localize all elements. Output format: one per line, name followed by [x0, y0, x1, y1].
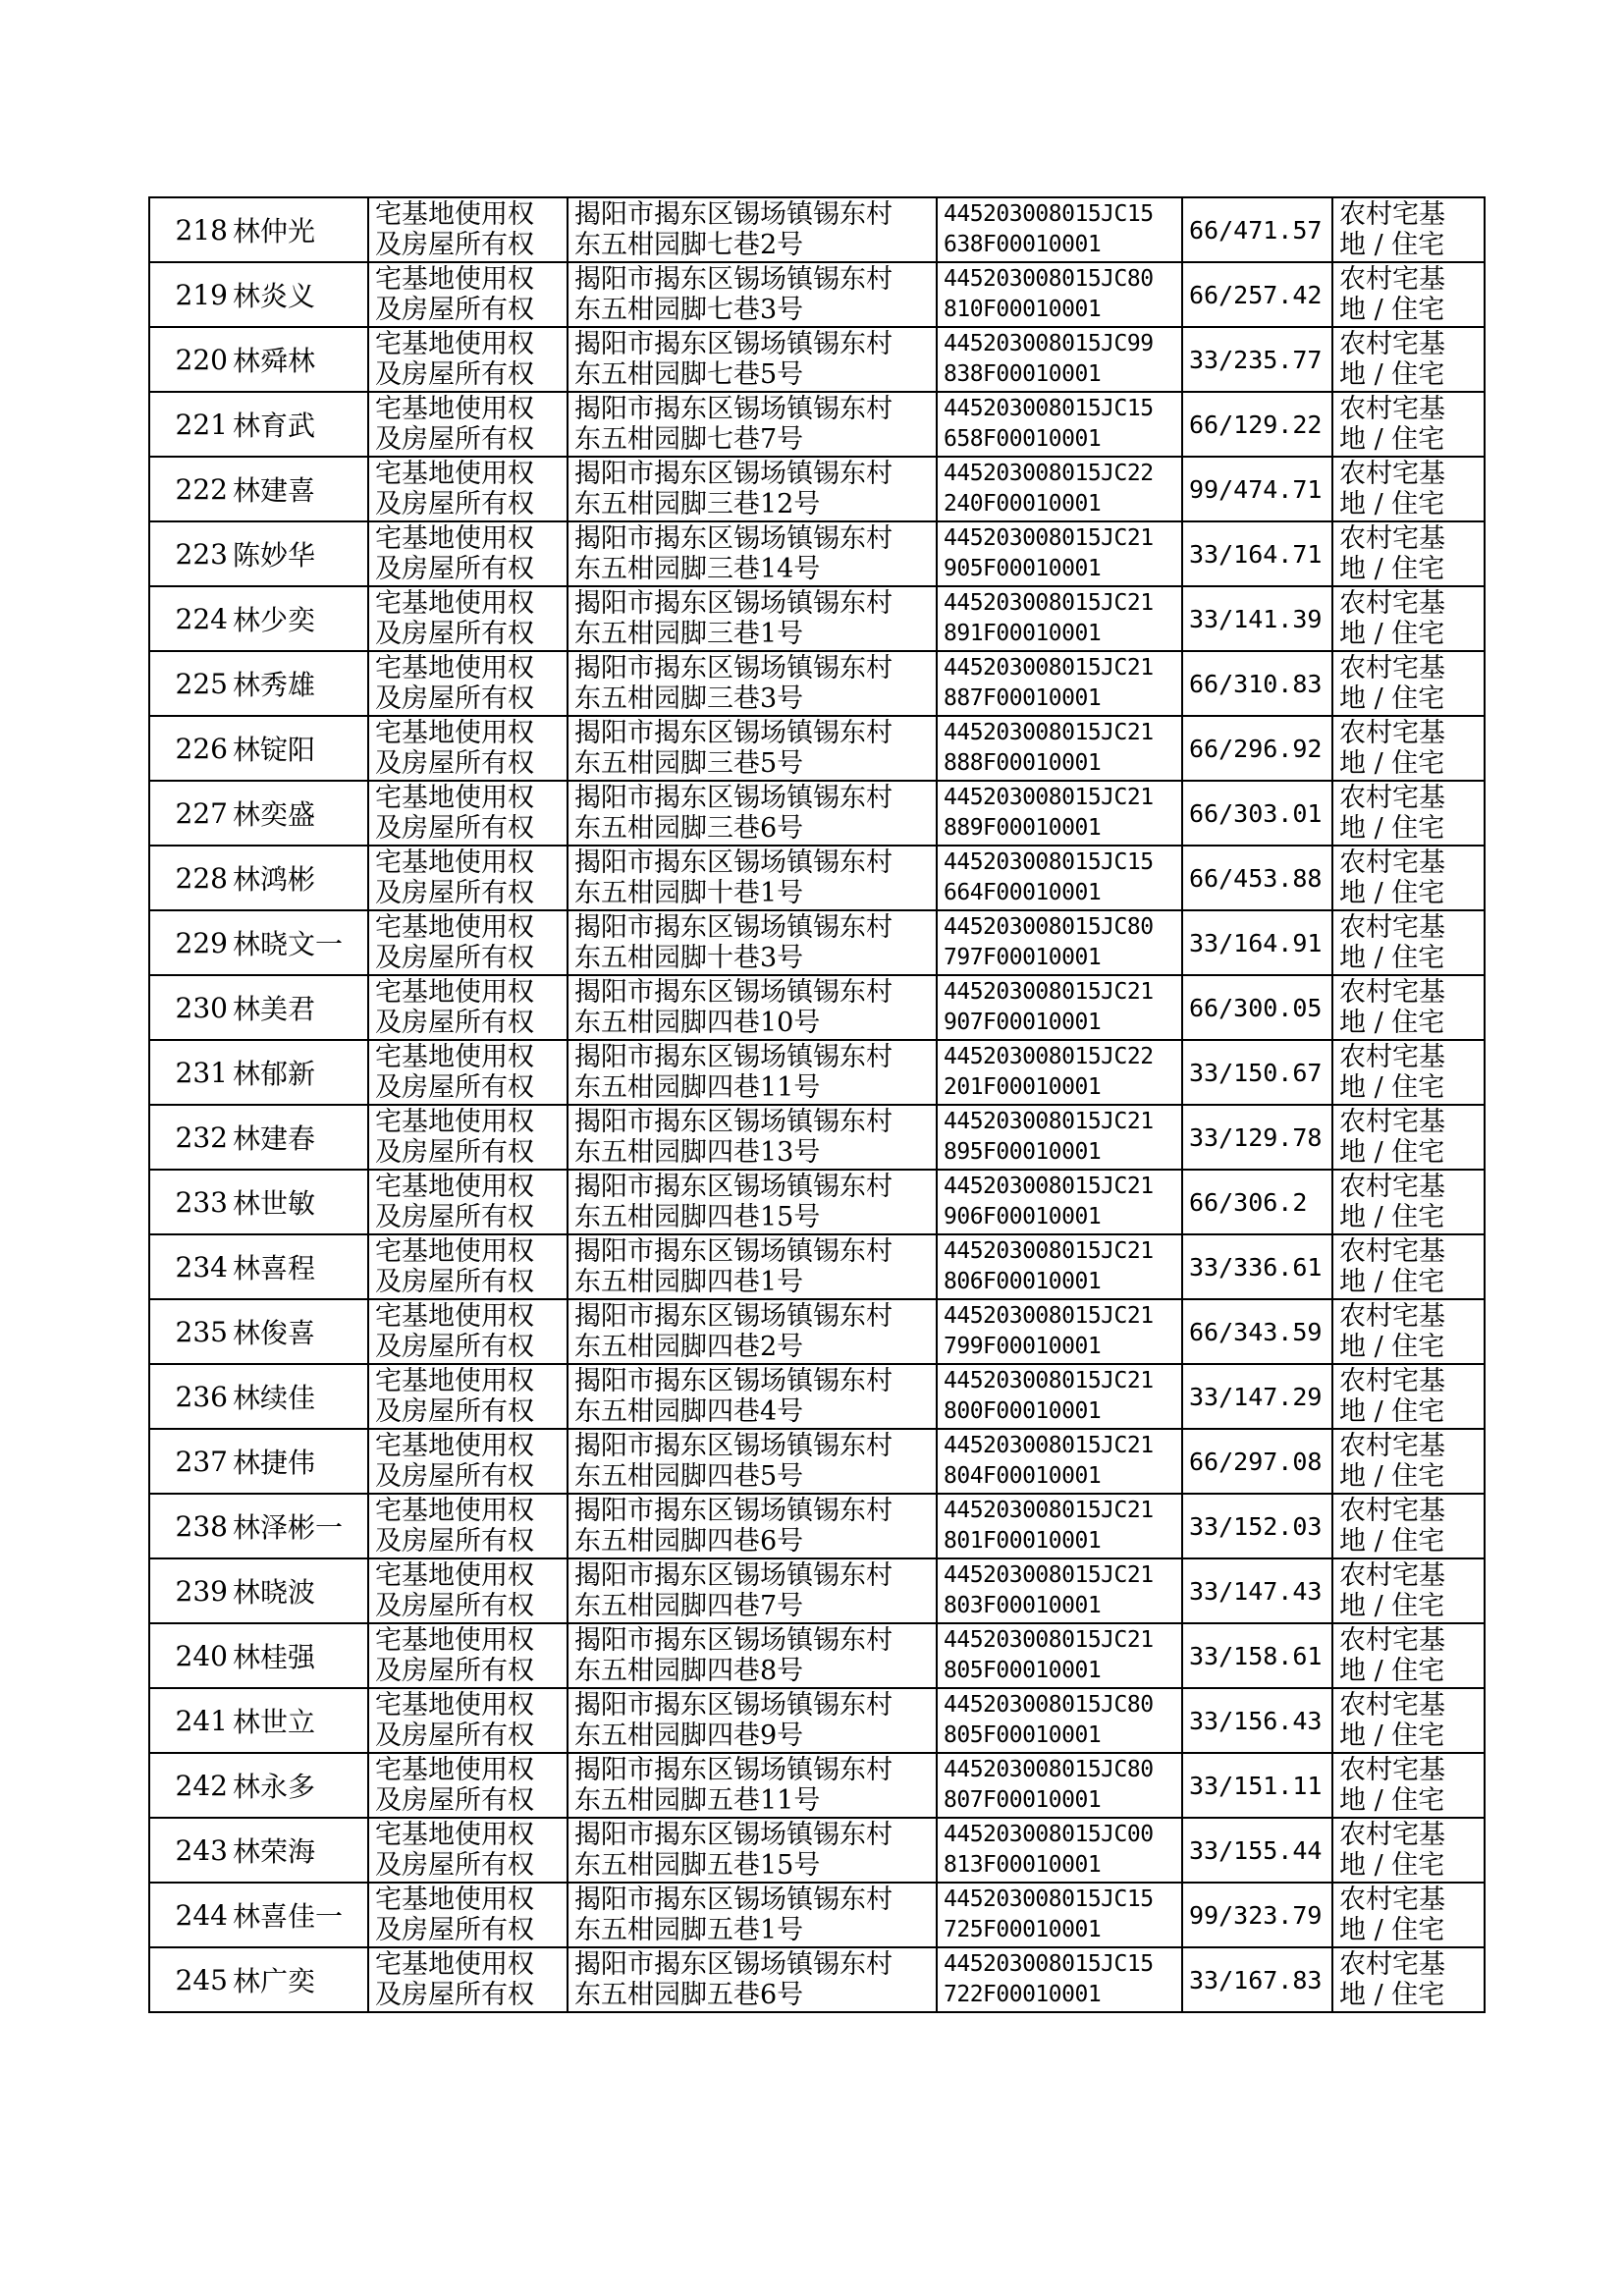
right-type: 宅基地使用权 及房屋所有权	[368, 1688, 568, 1753]
unit-code: 445203008015JC80 807F00010001	[937, 1753, 1182, 1818]
right-type: 宅基地使用权 及房屋所有权	[368, 716, 568, 781]
unit-code: 445203008015JC21 889F00010001	[937, 781, 1182, 846]
row-number: 225	[149, 651, 231, 716]
row-number: 220	[149, 327, 231, 392]
property-address: 揭阳市揭东区锡场镇锡东村 东五柑园脚四巷9号	[568, 1688, 937, 1753]
property-address: 揭阳市揭东区锡场镇锡东村 东五柑园脚十巷1号	[568, 846, 937, 910]
owner-name: 林泽彬一	[231, 1494, 368, 1558]
right-type: 宅基地使用权 及房屋所有权	[368, 1558, 568, 1623]
owner-name: 林晓波	[231, 1558, 368, 1623]
area-value: 33/147.43	[1182, 1558, 1332, 1623]
area-value: 33/164.91	[1182, 910, 1332, 975]
table-row	[149, 457, 1485, 521]
unit-code: 445203008015JC21 803F00010001	[937, 1558, 1182, 1623]
owner-name: 林永多	[231, 1753, 368, 1818]
right-type: 宅基地使用权 及房屋所有权	[368, 1753, 568, 1818]
right-type: 宅基地使用权 及房屋所有权	[368, 1429, 568, 1494]
right-type: 宅基地使用权 及房屋所有权	[368, 1299, 568, 1364]
property-address: 揭阳市揭东区锡场镇锡东村 东五柑园脚四巷4号	[568, 1364, 937, 1429]
right-type: 宅基地使用权 及房屋所有权	[368, 1105, 568, 1170]
property-address: 揭阳市揭东区锡场镇锡东村 东五柑园脚四巷8号	[568, 1623, 937, 1688]
unit-code: 445203008015JC22 201F00010001	[937, 1040, 1182, 1105]
row-number: 226	[149, 716, 231, 781]
property-address: 揭阳市揭东区锡场镇锡东村 东五柑园脚五巷1号	[568, 1883, 937, 1947]
row-number: 231	[149, 1040, 231, 1105]
row-number: 233	[149, 1170, 231, 1234]
land-use: 农村宅基 地 / 住宅	[1332, 846, 1485, 910]
area-value: 33/129.78	[1182, 1105, 1332, 1170]
property-address: 揭阳市揭东区锡场镇锡东村 东五柑园脚七巷7号	[568, 392, 937, 457]
owner-name: 林广奕	[231, 1947, 368, 2012]
table-row	[149, 1947, 1485, 2012]
property-address: 揭阳市揭东区锡场镇锡东村 东五柑园脚四巷2号	[568, 1299, 937, 1364]
area-value: 66/297.08	[1182, 1429, 1332, 1494]
right-type: 宅基地使用权 及房屋所有权	[368, 197, 568, 262]
row-number: 218	[149, 197, 231, 262]
area-value: 66/310.83	[1182, 651, 1332, 716]
row-number: 235	[149, 1299, 231, 1364]
owner-name: 陈妙华	[231, 521, 368, 586]
land-use: 农村宅基 地 / 住宅	[1332, 1883, 1485, 1947]
land-use: 农村宅基 地 / 住宅	[1332, 1040, 1485, 1105]
property-address: 揭阳市揭东区锡场镇锡东村 东五柑园脚四巷7号	[568, 1558, 937, 1623]
table-row	[149, 1105, 1485, 1170]
unit-code: 445203008015JC21 907F00010001	[937, 975, 1182, 1040]
right-type: 宅基地使用权 及房屋所有权	[368, 392, 568, 457]
unit-code: 445203008015JC15 658F00010001	[937, 392, 1182, 457]
table-row	[149, 1623, 1485, 1688]
row-number: 240	[149, 1623, 231, 1688]
area-value: 33/158.61	[1182, 1623, 1332, 1688]
right-type: 宅基地使用权 及房屋所有权	[368, 975, 568, 1040]
unit-code: 445203008015JC80 797F00010001	[937, 910, 1182, 975]
property-address: 揭阳市揭东区锡场镇锡东村 东五柑园脚七巷5号	[568, 327, 937, 392]
land-use: 农村宅基 地 / 住宅	[1332, 1105, 1485, 1170]
land-use: 农村宅基 地 / 住宅	[1332, 1623, 1485, 1688]
land-use: 农村宅基 地 / 住宅	[1332, 1688, 1485, 1753]
area-value: 66/453.88	[1182, 846, 1332, 910]
table-row	[149, 781, 1485, 846]
right-type: 宅基地使用权 及房屋所有权	[368, 651, 568, 716]
owner-name: 林秀雄	[231, 651, 368, 716]
area-value: 33/141.39	[1182, 586, 1332, 651]
property-address: 揭阳市揭东区锡场镇锡东村 东五柑园脚十巷3号	[568, 910, 937, 975]
owner-name: 林捷伟	[231, 1429, 368, 1494]
unit-code: 445203008015JC15 664F00010001	[937, 846, 1182, 910]
property-address: 揭阳市揭东区锡场镇锡东村 东五柑园脚三巷3号	[568, 651, 937, 716]
right-type: 宅基地使用权 及房屋所有权	[368, 457, 568, 521]
area-value: 66/296.92	[1182, 716, 1332, 781]
right-type: 宅基地使用权 及房屋所有权	[368, 1494, 568, 1558]
land-use: 农村宅基 地 / 住宅	[1332, 1299, 1485, 1364]
right-type: 宅基地使用权 及房屋所有权	[368, 781, 568, 846]
owner-name: 林鸿彬	[231, 846, 368, 910]
unit-code: 445203008015JC21 806F00010001	[937, 1234, 1182, 1299]
unit-code: 445203008015JC21 800F00010001	[937, 1364, 1182, 1429]
unit-code: 445203008015JC22 240F00010001	[937, 457, 1182, 521]
table-row	[149, 1170, 1485, 1234]
row-number: 219	[149, 262, 231, 327]
area-value: 66/257.42	[1182, 262, 1332, 327]
table-row	[149, 392, 1485, 457]
land-use: 农村宅基 地 / 住宅	[1332, 521, 1485, 586]
area-value: 99/323.79	[1182, 1883, 1332, 1947]
table-row	[149, 651, 1485, 716]
row-number: 245	[149, 1947, 231, 2012]
land-use: 农村宅基 地 / 住宅	[1332, 910, 1485, 975]
row-number: 228	[149, 846, 231, 910]
table-row	[149, 1818, 1485, 1883]
area-value: 99/474.71	[1182, 457, 1332, 521]
owner-name: 林晓文一	[231, 910, 368, 975]
row-number: 243	[149, 1818, 231, 1883]
right-type: 宅基地使用权 及房屋所有权	[368, 1947, 568, 2012]
owner-name: 林育武	[231, 392, 368, 457]
property-address: 揭阳市揭东区锡场镇锡东村 东五柑园脚三巷1号	[568, 586, 937, 651]
row-number: 230	[149, 975, 231, 1040]
area-value: 33/147.29	[1182, 1364, 1332, 1429]
property-address: 揭阳市揭东区锡场镇锡东村 东五柑园脚四巷5号	[568, 1429, 937, 1494]
area-value: 66/343.59	[1182, 1299, 1332, 1364]
property-address: 揭阳市揭东区锡场镇锡东村 东五柑园脚三巷12号	[568, 457, 937, 521]
unit-code: 445203008015JC99 838F00010001	[937, 327, 1182, 392]
land-use: 农村宅基 地 / 住宅	[1332, 1753, 1485, 1818]
unit-code: 445203008015JC21 905F00010001	[937, 521, 1182, 586]
table-row	[149, 1688, 1485, 1753]
land-use: 农村宅基 地 / 住宅	[1332, 1364, 1485, 1429]
land-use: 农村宅基 地 / 住宅	[1332, 781, 1485, 846]
right-type: 宅基地使用权 及房屋所有权	[368, 1170, 568, 1234]
right-type: 宅基地使用权 及房屋所有权	[368, 846, 568, 910]
owner-name: 林俊喜	[231, 1299, 368, 1364]
area-value: 33/164.71	[1182, 521, 1332, 586]
row-number: 229	[149, 910, 231, 975]
land-use: 农村宅基 地 / 住宅	[1332, 1947, 1485, 2012]
area-value: 33/151.11	[1182, 1753, 1332, 1818]
property-address: 揭阳市揭东区锡场镇锡东村 东五柑园脚七巷3号	[568, 262, 937, 327]
table-row	[149, 975, 1485, 1040]
table-row	[149, 716, 1485, 781]
unit-code: 445203008015JC15 725F00010001	[937, 1883, 1182, 1947]
area-value: 66/129.22	[1182, 392, 1332, 457]
table-row	[149, 1494, 1485, 1558]
land-use: 农村宅基 地 / 住宅	[1332, 1818, 1485, 1883]
row-number: 242	[149, 1753, 231, 1818]
row-number: 244	[149, 1883, 231, 1947]
table-row	[149, 521, 1485, 586]
row-number: 236	[149, 1364, 231, 1429]
owner-name: 林喜佳一	[231, 1883, 368, 1947]
right-type: 宅基地使用权 及房屋所有权	[368, 910, 568, 975]
owner-name: 林世立	[231, 1688, 368, 1753]
owner-name: 林炎义	[231, 262, 368, 327]
right-type: 宅基地使用权 及房屋所有权	[368, 327, 568, 392]
table-row	[149, 1883, 1485, 1947]
unit-code: 445203008015JC21 804F00010001	[937, 1429, 1182, 1494]
owner-name: 林奕盛	[231, 781, 368, 846]
unit-code: 445203008015JC21 906F00010001	[937, 1170, 1182, 1234]
area-value: 66/471.57	[1182, 197, 1332, 262]
area-value: 33/155.44	[1182, 1818, 1332, 1883]
property-address: 揭阳市揭东区锡场镇锡东村 东五柑园脚四巷15号	[568, 1170, 937, 1234]
land-use: 农村宅基 地 / 住宅	[1332, 1494, 1485, 1558]
area-value: 66/300.05	[1182, 975, 1332, 1040]
area-value: 33/150.67	[1182, 1040, 1332, 1105]
row-number: 232	[149, 1105, 231, 1170]
owner-name: 林建喜	[231, 457, 368, 521]
table-row	[149, 1753, 1485, 1818]
unit-code: 445203008015JC15 638F00010001	[937, 197, 1182, 262]
table-row	[149, 262, 1485, 327]
land-use: 农村宅基 地 / 住宅	[1332, 1234, 1485, 1299]
property-address: 揭阳市揭东区锡场镇锡东村 东五柑园脚五巷15号	[568, 1818, 937, 1883]
property-address: 揭阳市揭东区锡场镇锡东村 东五柑园脚四巷13号	[568, 1105, 937, 1170]
registration-table	[148, 196, 1486, 2013]
area-value: 33/235.77	[1182, 327, 1332, 392]
area-value: 33/156.43	[1182, 1688, 1332, 1753]
property-address: 揭阳市揭东区锡场镇锡东村 东五柑园脚五巷6号	[568, 1947, 937, 2012]
row-number: 223	[149, 521, 231, 586]
property-address: 揭阳市揭东区锡场镇锡东村 东五柑园脚四巷6号	[568, 1494, 937, 1558]
land-use: 农村宅基 地 / 住宅	[1332, 651, 1485, 716]
row-number: 238	[149, 1494, 231, 1558]
right-type: 宅基地使用权 及房屋所有权	[368, 1040, 568, 1105]
owner-name: 林郁新	[231, 1040, 368, 1105]
land-use: 农村宅基 地 / 住宅	[1332, 197, 1485, 262]
table-body	[149, 197, 1485, 2012]
row-number: 234	[149, 1234, 231, 1299]
row-number: 222	[149, 457, 231, 521]
right-type: 宅基地使用权 及房屋所有权	[368, 1883, 568, 1947]
area-value: 33/336.61	[1182, 1234, 1332, 1299]
land-use: 农村宅基 地 / 住宅	[1332, 262, 1485, 327]
owner-name: 林世敏	[231, 1170, 368, 1234]
owner-name: 林舜林	[231, 327, 368, 392]
row-number: 237	[149, 1429, 231, 1494]
owner-name: 林美君	[231, 975, 368, 1040]
right-type: 宅基地使用权 及房屋所有权	[368, 1623, 568, 1688]
land-use: 农村宅基 地 / 住宅	[1332, 327, 1485, 392]
unit-code: 445203008015JC80 805F00010001	[937, 1688, 1182, 1753]
unit-code: 445203008015JC21 888F00010001	[937, 716, 1182, 781]
land-use: 农村宅基 地 / 住宅	[1332, 975, 1485, 1040]
owner-name: 林仲光	[231, 197, 368, 262]
land-use: 农村宅基 地 / 住宅	[1332, 1429, 1485, 1494]
unit-code: 445203008015JC21 799F00010001	[937, 1299, 1182, 1364]
row-number: 224	[149, 586, 231, 651]
area-value: 33/152.03	[1182, 1494, 1332, 1558]
property-address: 揭阳市揭东区锡场镇锡东村 东五柑园脚七巷2号	[568, 197, 937, 262]
area-value: 66/303.01	[1182, 781, 1332, 846]
table-row	[149, 1558, 1485, 1623]
property-address: 揭阳市揭东区锡场镇锡东村 东五柑园脚三巷5号	[568, 716, 937, 781]
right-type: 宅基地使用权 及房屋所有权	[368, 1364, 568, 1429]
row-number: 221	[149, 392, 231, 457]
table-row	[149, 1234, 1485, 1299]
right-type: 宅基地使用权 及房屋所有权	[368, 586, 568, 651]
property-address: 揭阳市揭东区锡场镇锡东村 东五柑园脚三巷14号	[568, 521, 937, 586]
unit-code: 445203008015JC21 805F00010001	[937, 1623, 1182, 1688]
land-use: 农村宅基 地 / 住宅	[1332, 457, 1485, 521]
table-row	[149, 1040, 1485, 1105]
row-number: 239	[149, 1558, 231, 1623]
property-address: 揭阳市揭东区锡场镇锡东村 东五柑园脚五巷11号	[568, 1753, 937, 1818]
table-row	[149, 197, 1485, 262]
property-address: 揭阳市揭东区锡场镇锡东村 东五柑园脚三巷6号	[568, 781, 937, 846]
right-type: 宅基地使用权 及房屋所有权	[368, 521, 568, 586]
unit-code: 445203008015JC00 813F00010001	[937, 1818, 1182, 1883]
owner-name: 林续佳	[231, 1364, 368, 1429]
unit-code: 445203008015JC21 887F00010001	[937, 651, 1182, 716]
right-type: 宅基地使用权 及房屋所有权	[368, 1818, 568, 1883]
table-row	[149, 846, 1485, 910]
area-value: 33/167.83	[1182, 1947, 1332, 2012]
land-use: 农村宅基 地 / 住宅	[1332, 1558, 1485, 1623]
right-type: 宅基地使用权 及房屋所有权	[368, 262, 568, 327]
area-value: 66/306.2	[1182, 1170, 1332, 1234]
table-row	[149, 1364, 1485, 1429]
table-row	[149, 1299, 1485, 1364]
table-row	[149, 1429, 1485, 1494]
row-number: 241	[149, 1688, 231, 1753]
land-use: 农村宅基 地 / 住宅	[1332, 1170, 1485, 1234]
unit-code: 445203008015JC21 801F00010001	[937, 1494, 1182, 1558]
property-address: 揭阳市揭东区锡场镇锡东村 东五柑园脚四巷11号	[568, 1040, 937, 1105]
unit-code: 445203008015JC21 891F00010001	[937, 586, 1182, 651]
owner-name: 林锭阳	[231, 716, 368, 781]
owner-name: 林建春	[231, 1105, 368, 1170]
table-row	[149, 910, 1485, 975]
right-type: 宅基地使用权 及房屋所有权	[368, 1234, 568, 1299]
property-address: 揭阳市揭东区锡场镇锡东村 东五柑园脚四巷10号	[568, 975, 937, 1040]
property-address: 揭阳市揭东区锡场镇锡东村 东五柑园脚四巷1号	[568, 1234, 937, 1299]
land-use: 农村宅基 地 / 住宅	[1332, 586, 1485, 651]
owner-name: 林桂强	[231, 1623, 368, 1688]
table-row	[149, 327, 1485, 392]
owner-name: 林喜程	[231, 1234, 368, 1299]
unit-code: 445203008015JC21 895F00010001	[937, 1105, 1182, 1170]
unit-code: 445203008015JC80 810F00010001	[937, 262, 1182, 327]
table-row	[149, 586, 1485, 651]
owner-name: 林少奕	[231, 586, 368, 651]
land-use: 农村宅基 地 / 住宅	[1332, 392, 1485, 457]
row-number: 227	[149, 781, 231, 846]
land-use: 农村宅基 地 / 住宅	[1332, 716, 1485, 781]
owner-name: 林荣海	[231, 1818, 368, 1883]
unit-code: 445203008015JC15 722F00010001	[937, 1947, 1182, 2012]
